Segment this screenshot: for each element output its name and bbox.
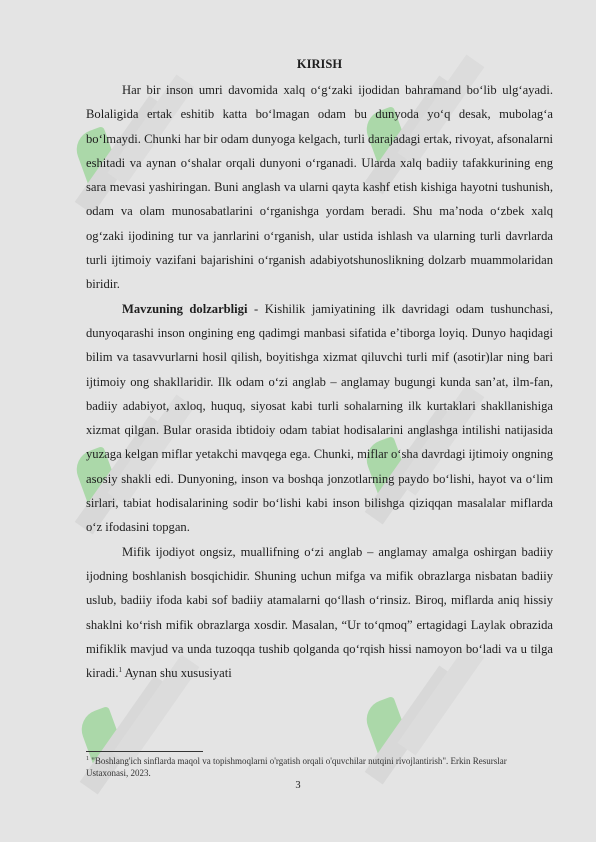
footnote-reference[interactable]: 1 xyxy=(118,665,123,674)
section-heading: KIRISH xyxy=(296,57,343,71)
body-content xyxy=(86,57,553,685)
page-number: 3 xyxy=(295,780,301,791)
paragraph-text: - Kishilik jamiyatining ilk davridagi odam tushunchasi, dunyoqarashi inson ongining eng qadimgi manbasi sifatida eʼtiborga loyiq. Dunyo haqidagi bilim va tasavvurlarni hosil qilish, boyitishga xizmat qiluvchi turli mif (asotir)lar ning bari ijtimoiy ong shakllaridir. Ilk odam oʻzi anglab – anglamay bugungi kunda sanʼat, ilm-fan, badiiy adabiyot, axloq, huquq, siyosat kabi turli sohalarning ilk kurtaklari shakllanishiga xizmat qilgan. Bular orasida ibtidoiy odam tabiat hodisalarini anglashga intilishi natijasida yuzaga kelgan miflar yetakchi mavqega ega. Chunki, miflar oʻsha davrdagi ijtimoiy ongning asosiy shakli edi. Dunyoning, inson va boshqa jonzotlarning paydo boʻlishi, hayot va oʻlim sirlari, tabiat hodisalarining sodir boʻlishi kabi inson bilishga qiziqqan masalalar miflarda oʻz ifodasini topgan. xyxy=(86,301,554,535)
paragraph-lead: Mavzuning dolzarbligi xyxy=(122,301,248,316)
footnote-mark: 1 xyxy=(86,756,89,762)
paragraph xyxy=(86,78,553,297)
footnote xyxy=(86,756,526,779)
paragraph-text: Mifik ijodiyot ongsiz, muallifning oʻzi anglab – anglamay amalga oshirgan badiiy ijodning boshlanish bosqichidir. Shuning uchun mifga va mifik obrazlarga nisbatan badiiy uslub, badiiy ifoda kabi sof badiiy atamalarni qoʻllash oʻrinsiz. Biroq, miflarda aniq hissiy shaklni koʻrish mifik obrazlarga xosdir. Masalan, “Ur toʻqmoq” ertagidagi Laylak obrazida mifiklik mavjud va unda tuzoqqa tushib qolganda qoʻrqish hissi namoyon boʻladi va u tilga kiradi. xyxy=(86,544,553,681)
paragraph-text: Har bir inson umri davomida xalq oʻgʻzaki ijodidan bahramand boʻlib ulgʻayadi. Bolaligida ertak eshitib katta boʻlmagan odam bu dunyoda yoʻq desak, mubolagʻa boʻlmaydi. Chunki har bir odam dunyoga kelgach, turli darajadagi ertak, rivoyat, afsonalarni eshitadi va aynan oʻshalar orqali dunyoni oʻrganadi. Ularda xalq badiiy tafakkurining eng sara mevasi yashiringan. Buni anglash va ularni qayta kashf etish kishiga hayotni tushunish, odam va olam munosabatlarini oʻrganishga yordam beradi. Shu maʼnoda oʻzbek xalq ogʻzaki ijodining tur va janrlarini oʻrganish, ular ustida ishlash va ularning turli davrlarda turli ijtimoiy vazifani bajarishini oʻrganish adabiyotshunoslikning dolzarb muammolaridan biridir. xyxy=(86,83,553,292)
footnote-text: "Boshlang'ich sinflarda maqol va topishmoqlarni o'rgatish orqali o'quvchilar nutqini rivojlantirish". Erkin Resurslar Ustaxonasi, 2023. xyxy=(86,756,507,778)
paragraph xyxy=(86,540,553,686)
paragraph-tail: Aynan shu xususiyati xyxy=(122,666,232,681)
footnote-divider xyxy=(86,751,203,752)
paragraph xyxy=(86,297,553,540)
